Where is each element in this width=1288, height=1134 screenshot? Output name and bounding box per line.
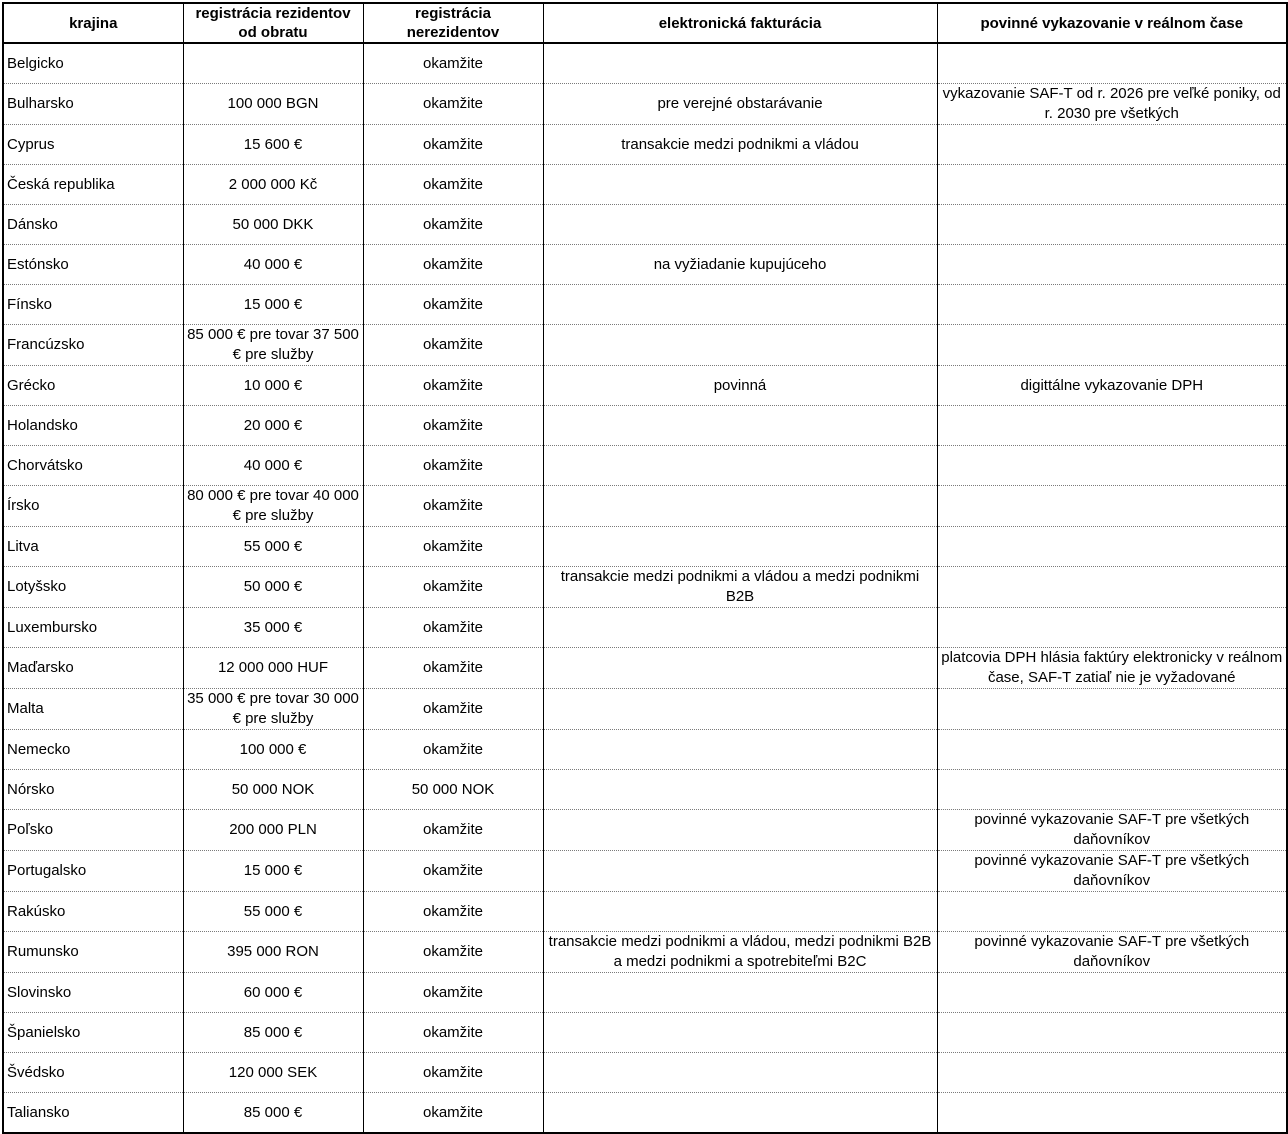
table-row xyxy=(3,810,1287,851)
e-invoicing-cell xyxy=(543,527,937,567)
country-cell: Francúzsko xyxy=(3,325,183,366)
real-time-reporting-cell: povinné vykazovanie SAF-T pre všetkých daňovníkov xyxy=(937,932,1287,973)
real-time-reporting-cell xyxy=(937,125,1287,165)
e-invoicing-cell xyxy=(543,406,937,446)
nonresident-registration-cell: okamžite xyxy=(363,446,543,486)
country-cell: Estónsko xyxy=(3,245,183,285)
resident-threshold-cell: 50 000 € xyxy=(183,567,363,608)
table-row xyxy=(3,932,1287,973)
header-nonresident-registration: registrácia nerezidentov xyxy=(363,3,543,43)
country-cell: Dánsko xyxy=(3,205,183,245)
resident-threshold-cell: 85 000 € xyxy=(183,1093,363,1134)
table-row xyxy=(3,125,1287,165)
resident-threshold-cell: 40 000 € xyxy=(183,446,363,486)
resident-threshold-cell: 50 000 NOK xyxy=(183,770,363,810)
real-time-reporting-cell xyxy=(937,689,1287,730)
header-row xyxy=(3,3,1287,43)
nonresident-registration-cell: okamžite xyxy=(363,527,543,567)
country-cell: Lotyšsko xyxy=(3,567,183,608)
nonresident-registration-cell: okamžite xyxy=(363,973,543,1013)
resident-threshold-cell: 12 000 000 HUF xyxy=(183,648,363,689)
table-row xyxy=(3,325,1287,366)
resident-threshold-cell: 120 000 SEK xyxy=(183,1053,363,1093)
table-row xyxy=(3,730,1287,770)
e-invoicing-cell xyxy=(543,851,937,892)
nonresident-registration-cell: okamžite xyxy=(363,165,543,205)
resident-threshold-cell: 2 000 000 Kč xyxy=(183,165,363,205)
resident-threshold-cell: 35 000 € pre tovar 30 000 € pre služby xyxy=(183,689,363,730)
country-cell: Belgicko xyxy=(3,43,183,84)
country-cell: Chorvátsko xyxy=(3,446,183,486)
e-invoicing-cell: transakcie medzi podnikmi a vládou xyxy=(543,125,937,165)
nonresident-registration-cell: okamžite xyxy=(363,43,543,84)
real-time-reporting-cell xyxy=(937,446,1287,486)
e-invoicing-cell xyxy=(543,285,937,325)
country-cell: Rakúsko xyxy=(3,892,183,932)
table-row xyxy=(3,973,1287,1013)
real-time-reporting-cell xyxy=(937,608,1287,648)
nonresident-registration-cell: okamžite xyxy=(363,406,543,446)
resident-threshold-cell: 10 000 € xyxy=(183,366,363,406)
e-invoicing-cell: transakcie medzi podnikmi a vládou a medzi podnikmi B2B xyxy=(543,567,937,608)
e-invoicing-cell xyxy=(543,43,937,84)
country-cell: Malta xyxy=(3,689,183,730)
nonresident-registration-cell: okamžite xyxy=(363,689,543,730)
real-time-reporting-cell: povinné vykazovanie SAF-T pre všetkých daňovníkov xyxy=(937,851,1287,892)
country-cell: Cyprus xyxy=(3,125,183,165)
table-row xyxy=(3,1093,1287,1134)
table-row xyxy=(3,406,1287,446)
e-invoicing-cell xyxy=(543,446,937,486)
real-time-reporting-cell xyxy=(937,730,1287,770)
e-invoicing-cell xyxy=(543,973,937,1013)
resident-threshold-cell: 395 000 RON xyxy=(183,932,363,973)
table-row xyxy=(3,446,1287,486)
country-cell: Portugalsko xyxy=(3,851,183,892)
real-time-reporting-cell xyxy=(937,205,1287,245)
nonresident-registration-cell: okamžite xyxy=(363,486,543,527)
resident-threshold-cell: 60 000 € xyxy=(183,973,363,1013)
real-time-reporting-cell: digittálne vykazovanie DPH xyxy=(937,366,1287,406)
country-cell: Grécko xyxy=(3,366,183,406)
e-invoicing-cell xyxy=(543,689,937,730)
real-time-reporting-cell xyxy=(937,486,1287,527)
resident-threshold-cell xyxy=(183,43,363,84)
e-invoicing-cell: transakcie medzi podnikmi a vládou, medzi podnikmi B2B a medzi podnikmi a spotrebiteľmi B2C xyxy=(543,932,937,973)
country-cell: Rumunsko xyxy=(3,932,183,973)
nonresident-registration-cell: okamžite xyxy=(363,932,543,973)
resident-threshold-cell: 15 000 € xyxy=(183,851,363,892)
country-cell: Fínsko xyxy=(3,285,183,325)
country-cell: Holandsko xyxy=(3,406,183,446)
nonresident-registration-cell: okamžite xyxy=(363,84,543,125)
real-time-reporting-cell xyxy=(937,165,1287,205)
real-time-reporting-cell xyxy=(937,973,1287,1013)
country-cell: Poľsko xyxy=(3,810,183,851)
e-invoicing-cell xyxy=(543,205,937,245)
resident-threshold-cell: 55 000 € xyxy=(183,527,363,567)
real-time-reporting-cell xyxy=(937,1013,1287,1053)
real-time-reporting-cell xyxy=(937,1053,1287,1093)
real-time-reporting-cell xyxy=(937,527,1287,567)
country-cell: Česká republika xyxy=(3,165,183,205)
e-invoicing-cell xyxy=(543,648,937,689)
header-country: krajina xyxy=(3,3,183,43)
e-invoicing-cell xyxy=(543,1013,937,1053)
e-invoicing-cell xyxy=(543,730,937,770)
country-cell: Nemecko xyxy=(3,730,183,770)
nonresident-registration-cell: 50 000 NOK xyxy=(363,770,543,810)
nonresident-registration-cell: okamžite xyxy=(363,648,543,689)
nonresident-registration-cell: okamžite xyxy=(363,1013,543,1053)
table-row xyxy=(3,285,1287,325)
e-invoicing-cell xyxy=(543,325,937,366)
e-invoicing-cell xyxy=(543,810,937,851)
nonresident-registration-cell: okamžite xyxy=(363,1093,543,1134)
table-row xyxy=(3,1053,1287,1093)
real-time-reporting-cell xyxy=(937,770,1287,810)
table-row xyxy=(3,608,1287,648)
e-invoicing-cell: na vyžiadanie kupujúceho xyxy=(543,245,937,285)
resident-threshold-cell: 20 000 € xyxy=(183,406,363,446)
table-row xyxy=(3,689,1287,730)
table-row xyxy=(3,567,1287,608)
nonresident-registration-cell: okamžite xyxy=(363,567,543,608)
header-real-time-reporting: povinné vykazovanie v reálnom čase xyxy=(937,3,1287,43)
e-invoicing-cell xyxy=(543,486,937,527)
vat-registration-table xyxy=(2,2,1288,1134)
table-row xyxy=(3,851,1287,892)
resident-threshold-cell: 35 000 € xyxy=(183,608,363,648)
resident-threshold-cell: 55 000 € xyxy=(183,892,363,932)
nonresident-registration-cell: okamžite xyxy=(363,205,543,245)
e-invoicing-cell xyxy=(543,892,937,932)
real-time-reporting-cell xyxy=(937,1093,1287,1134)
table-row xyxy=(3,892,1287,932)
nonresident-registration-cell: okamžite xyxy=(363,285,543,325)
country-cell: Švédsko xyxy=(3,1053,183,1093)
table-row xyxy=(3,366,1287,406)
table-row xyxy=(3,648,1287,689)
country-cell: Litva xyxy=(3,527,183,567)
nonresident-registration-cell: okamžite xyxy=(363,608,543,648)
table-row xyxy=(3,84,1287,125)
real-time-reporting-cell xyxy=(937,406,1287,446)
country-cell: Taliansko xyxy=(3,1093,183,1134)
resident-threshold-cell: 100 000 BGN xyxy=(183,84,363,125)
country-cell: Slovinsko xyxy=(3,973,183,1013)
nonresident-registration-cell: okamžite xyxy=(363,366,543,406)
nonresident-registration-cell: okamžite xyxy=(363,1053,543,1093)
table-row xyxy=(3,486,1287,527)
country-cell: Maďarsko xyxy=(3,648,183,689)
resident-threshold-cell: 100 000 € xyxy=(183,730,363,770)
e-invoicing-cell xyxy=(543,165,937,205)
e-invoicing-cell xyxy=(543,1093,937,1134)
real-time-reporting-cell xyxy=(937,285,1287,325)
resident-threshold-cell: 200 000 PLN xyxy=(183,810,363,851)
e-invoicing-cell xyxy=(543,608,937,648)
header-resident-registration: registrácia rezidentov od obratu xyxy=(183,3,363,43)
resident-threshold-cell: 85 000 € xyxy=(183,1013,363,1053)
e-invoicing-cell xyxy=(543,1053,937,1093)
real-time-reporting-cell xyxy=(937,43,1287,84)
real-time-reporting-cell xyxy=(937,325,1287,366)
table-row xyxy=(3,43,1287,84)
table-row xyxy=(3,245,1287,285)
header-e-invoicing: elektronická fakturácia xyxy=(543,3,937,43)
resident-threshold-cell: 85 000 € pre tovar 37 500 € pre služby xyxy=(183,325,363,366)
real-time-reporting-cell xyxy=(937,567,1287,608)
country-cell: Bulharsko xyxy=(3,84,183,125)
country-cell: Luxembursko xyxy=(3,608,183,648)
resident-threshold-cell: 80 000 € pre tovar 40 000 € pre služby xyxy=(183,486,363,527)
table-row xyxy=(3,770,1287,810)
real-time-reporting-cell xyxy=(937,892,1287,932)
nonresident-registration-cell: okamžite xyxy=(363,245,543,285)
table-row xyxy=(3,1013,1287,1053)
resident-threshold-cell: 15 000 € xyxy=(183,285,363,325)
table-row xyxy=(3,165,1287,205)
table-row xyxy=(3,205,1287,245)
nonresident-registration-cell: okamžite xyxy=(363,125,543,165)
country-cell: Nórsko xyxy=(3,770,183,810)
e-invoicing-cell: pre verejné obstarávanie xyxy=(543,84,937,125)
country-cell: Španielsko xyxy=(3,1013,183,1053)
nonresident-registration-cell: okamžite xyxy=(363,851,543,892)
resident-threshold-cell: 50 000 DKK xyxy=(183,205,363,245)
e-invoicing-cell xyxy=(543,770,937,810)
real-time-reporting-cell: povinné vykazovanie SAF-T pre všetkých daňovníkov xyxy=(937,810,1287,851)
real-time-reporting-cell xyxy=(937,245,1287,285)
real-time-reporting-cell: vykazovanie SAF-T od r. 2026 pre veľké poniky, od r. 2030 pre všetkých xyxy=(937,84,1287,125)
resident-threshold-cell: 15 600 € xyxy=(183,125,363,165)
nonresident-registration-cell: okamžite xyxy=(363,730,543,770)
nonresident-registration-cell: okamžite xyxy=(363,325,543,366)
nonresident-registration-cell: okamžite xyxy=(363,892,543,932)
real-time-reporting-cell: platcovia DPH hlásia faktúry elektronicky v reálnom čase, SAF-T zatiaľ nie je vyžadované xyxy=(937,648,1287,689)
table-row xyxy=(3,527,1287,567)
resident-threshold-cell: 40 000 € xyxy=(183,245,363,285)
nonresident-registration-cell: okamžite xyxy=(363,810,543,851)
country-cell: Írsko xyxy=(3,486,183,527)
e-invoicing-cell: povinná xyxy=(543,366,937,406)
